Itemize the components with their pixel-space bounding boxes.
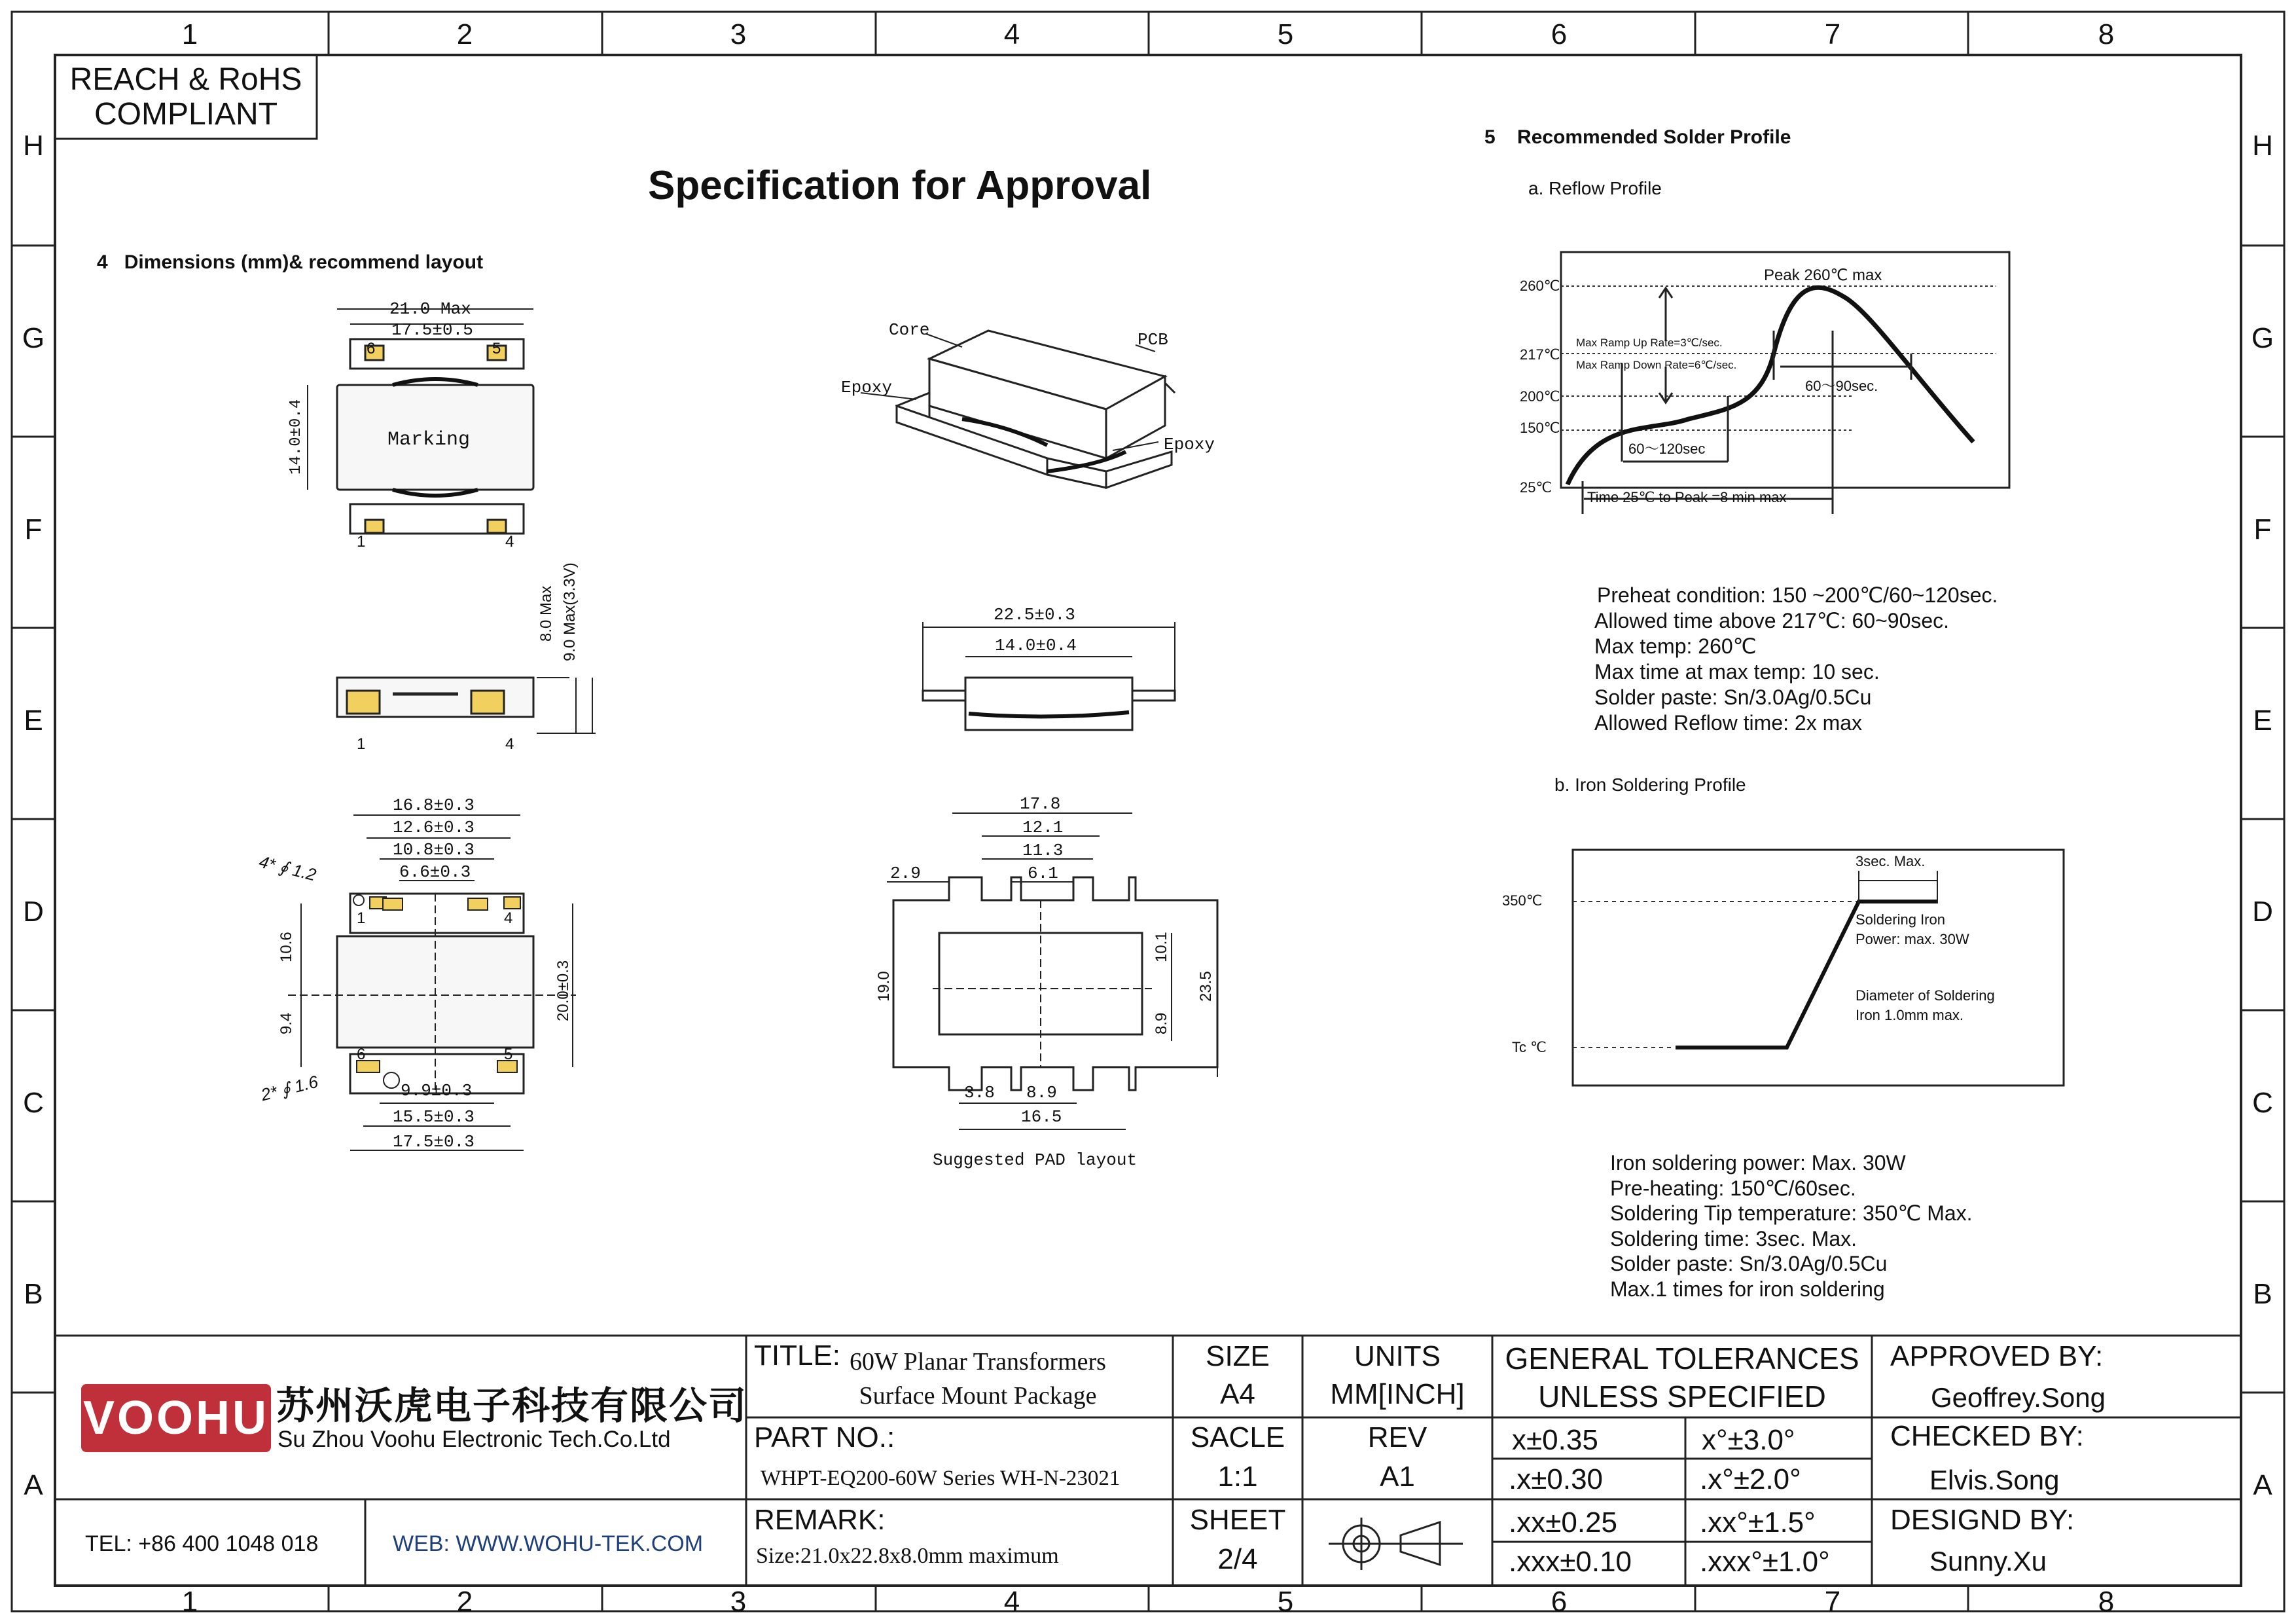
tolerance-linear: .xx±0.25: [1509, 1506, 1618, 1539]
note-line: Max.1 times for iron soldering: [1610, 1277, 1885, 1301]
note-line: Soldering Tip temperature: 350℃ Max.: [1610, 1201, 1973, 1225]
designed-label: DESIGND BY:: [1890, 1504, 2075, 1536]
company-name-cn: 苏州沃虎电子科技有限公司: [276, 1385, 748, 1427]
reflow-temp: 150℃: [1520, 420, 1560, 436]
dim-label: 10.6: [278, 932, 295, 962]
approved-value: Geoffrey.Song: [1931, 1382, 2106, 1413]
pin-label: 6: [357, 1046, 366, 1063]
tel-text: TEL: +86 400 1048 018: [85, 1531, 319, 1556]
note-line: Max temp: 260℃: [1594, 634, 1757, 658]
col-label: 2: [456, 1586, 473, 1618]
reflow-temp: 217℃: [1520, 346, 1560, 363]
web-text: WEB: WWW.WOHU-TEK.COM: [393, 1531, 704, 1556]
dim-label: 3.8: [964, 1083, 995, 1103]
units-label: UNITS: [1354, 1340, 1441, 1372]
title-label: TITLE:: [754, 1340, 841, 1372]
compliance-badge: REACH & RoHS COMPLIANT: [69, 62, 302, 132]
approved-label: APPROVED BY:: [1890, 1340, 2104, 1372]
reflow-ramp-up: Max Ramp Up Rate=3℃/sec.: [1576, 337, 1723, 349]
part-value: WHPT-EQ200-60W Series WH-N-23021: [761, 1467, 1121, 1490]
pin-label: 1: [357, 909, 366, 927]
col-label: 1: [181, 18, 198, 50]
iron-soldering-note: Soldering Iron Power: max. 30W: [1856, 911, 1969, 947]
iso-label-pcb: PCB: [1138, 330, 1168, 350]
iron-notes: [1610, 1150, 1973, 1302]
row-label: C: [23, 1087, 44, 1119]
dim-label: 19.0: [875, 971, 893, 1002]
row-label: C: [2252, 1087, 2273, 1119]
note-line: Solder paste: Sn/3.0Ag/0.5Cu: [1594, 685, 1872, 709]
scale-label: SACLE: [1190, 1421, 1285, 1453]
dim-label: 2.9: [890, 864, 921, 883]
tolerance-angular: .xx°±1.5°: [1700, 1506, 1816, 1539]
dim-label: 14.0±0.4: [287, 399, 305, 475]
tolerance-header: GENERAL TOLERANCES UNLESS SPECIFIED: [1505, 1341, 1859, 1413]
col-label: 1: [181, 1586, 198, 1618]
dim-label: 17.5±0.5: [391, 320, 473, 340]
pin-label: 4: [504, 909, 513, 927]
tolerance-linear: x±0.35: [1512, 1424, 1598, 1456]
col-label: 8: [2098, 18, 2115, 50]
col-label: 4: [1003, 1586, 1020, 1618]
tolerance-angular: .xxx°±1.0°: [1700, 1546, 1830, 1578]
row-label: H: [2252, 130, 2273, 162]
pin-label: 6: [367, 340, 376, 357]
pin-label: 5: [492, 340, 501, 357]
col-label: 3: [730, 18, 747, 50]
hole-callout: 4* ∮ 1.2: [257, 851, 319, 885]
col-label: 2: [456, 18, 473, 50]
reflow-time-to-peak: Time 25℃ to Peak =8 min max: [1587, 489, 1787, 505]
units-value: MM[INCH]: [1330, 1378, 1465, 1410]
row-label: D: [2252, 896, 2273, 928]
col-label: 7: [1824, 18, 1841, 50]
dim-label: 6.1: [1028, 864, 1058, 883]
rev-value: A1: [1380, 1461, 1415, 1493]
row-label: A: [2253, 1469, 2272, 1501]
dim-label: 23.5: [1197, 971, 1215, 1002]
reflow-temp: 260℃: [1520, 278, 1560, 294]
iron-subheading: b. Iron Soldering Profile: [1554, 775, 1746, 795]
row-label: B: [24, 1278, 43, 1310]
reflow-subheading: a. Reflow Profile: [1528, 178, 1662, 198]
hole-callout: 2* ∮ 1.6: [259, 1071, 320, 1105]
col-label: 7: [1824, 1586, 1841, 1618]
dim-label: 9.9±0.3: [401, 1081, 473, 1101]
part-label: PART NO.:: [754, 1421, 895, 1453]
dim-label: 8.9: [1153, 1012, 1170, 1034]
dim-label: 21.0 Max: [389, 299, 471, 319]
dim-label: 10.1: [1153, 932, 1170, 962]
pin-label: 5: [504, 1046, 513, 1063]
col-label: 6: [1551, 18, 1568, 50]
remark-value: Size:21.0x22.8x8.0mm maximum: [756, 1544, 1059, 1568]
dim-label: 11.3: [1022, 841, 1064, 860]
note-line: Solder paste: Sn/3.0Ag/0.5Cu: [1610, 1252, 1888, 1275]
size-label: SIZE: [1206, 1340, 1270, 1372]
iso-label-epoxy: Epoxy: [1164, 435, 1215, 454]
reflow-t60-120: 60～120sec: [1628, 441, 1706, 457]
reflow-peak: Peak 260℃ max: [1764, 266, 1882, 284]
dim-label: 15.5±0.3: [393, 1107, 475, 1127]
dim-label: 20.0±0.3: [554, 960, 572, 1021]
dim-label: 6.6±0.3: [399, 862, 471, 882]
pad-caption: Suggested PAD layout: [933, 1150, 1138, 1170]
note-line: Allowed time above 217℃: 60~90sec.: [1594, 609, 1950, 632]
tolerance-linear: .x±0.30: [1509, 1463, 1604, 1495]
col-label: 5: [1277, 18, 1294, 50]
row-label: F: [2253, 513, 2272, 545]
col-label: 6: [1551, 1586, 1568, 1618]
remark-label: REMARK:: [754, 1504, 886, 1536]
reflow-ramp-down: Max Ramp Down Rate=6℃/sec.: [1576, 359, 1737, 371]
row-label: A: [24, 1469, 43, 1501]
row-label: G: [22, 322, 45, 354]
dim-label: 17.5±0.3: [393, 1132, 475, 1152]
col-label: 5: [1277, 1586, 1294, 1618]
section5-heading: 5 Recommended Solder Profile: [1484, 126, 1791, 148]
dim-label: 16.8±0.3: [393, 795, 475, 815]
tolerance-angular: .x°±2.0°: [1700, 1463, 1801, 1495]
section4-heading: 4 Dimensions (mm)& recommend layout: [97, 251, 484, 273]
scale-value: 1:1: [1217, 1461, 1258, 1493]
dim-label: 16.5: [1021, 1107, 1062, 1127]
tolerance-angular: x°±3.0°: [1702, 1424, 1795, 1456]
col-label: 3: [730, 1586, 747, 1618]
note-line: Max time at max temp: 10 sec.: [1594, 660, 1880, 684]
sheet-label: SHEET: [1189, 1504, 1286, 1536]
dim-label: 8.0 Max: [537, 585, 555, 642]
dim-label: 10.8±0.3: [393, 840, 475, 860]
page-title: Specification for Approval: [648, 163, 1152, 208]
company-name-en: Su Zhou Voohu Electronic Tech.Co.Ltd: [278, 1427, 671, 1452]
dim-label: 12.6±0.3: [393, 818, 475, 837]
note-line: Soldering time: 3sec. Max.: [1610, 1226, 1857, 1250]
reflow-notes: [1594, 583, 1998, 736]
reflow-temp: 25℃: [1520, 479, 1552, 496]
row-label: F: [24, 513, 43, 545]
row-label: D: [23, 896, 44, 928]
note-line: Preheat condition: 150 ~200℃/60~120sec.: [1597, 583, 1998, 607]
designed-value: Sunny.Xu: [1929, 1546, 2047, 1577]
rev-label: REV: [1367, 1421, 1427, 1453]
checked-value: Elvis.Song: [1929, 1465, 2060, 1495]
pin-label: 4: [505, 533, 514, 551]
iron-three-sec: 3sec. Max.: [1856, 853, 1926, 869]
note-line: Pre-heating: 150℃/60sec.: [1610, 1176, 1856, 1200]
company-logo: VOOHU: [81, 1384, 271, 1452]
row-label: E: [24, 704, 43, 737]
reflow-t60-90: 60～90sec.: [1805, 378, 1878, 394]
dim-label: 12.1: [1022, 818, 1064, 837]
pin-label: 1: [357, 533, 366, 551]
sheet-value: 2/4: [1217, 1543, 1258, 1575]
tolerance-linear: .xxx±0.10: [1509, 1546, 1632, 1578]
note-line: Allowed Reflow time: 2x max: [1594, 711, 1863, 735]
col-label: 4: [1003, 18, 1020, 50]
iron-t350: 350℃: [1502, 892, 1543, 909]
row-label: G: [2251, 322, 2274, 354]
pin-label: 4: [505, 735, 514, 753]
iso-label-epoxy: Epoxy: [841, 378, 893, 397]
row-label: H: [23, 130, 44, 162]
reflow-temp: 200℃: [1520, 388, 1560, 405]
iso-label-core: Core: [889, 320, 930, 340]
dim-label: 17.8: [1020, 794, 1061, 814]
title-value: 60W Planar Transformers Surface Mount Package: [850, 1348, 1106, 1410]
checked-label: CHECKED BY:: [1890, 1420, 2084, 1452]
size-value: A4: [1220, 1378, 1255, 1410]
iron-diameter-note: Diameter of Soldering Iron 1.0mm max.: [1856, 987, 1995, 1023]
row-label: B: [2253, 1278, 2272, 1310]
dim-label: 14.0±0.4: [995, 636, 1077, 655]
note-line: Iron soldering power: Max. 30W: [1610, 1151, 1906, 1175]
dim-label: 22.5±0.3: [994, 605, 1075, 625]
pin-label: 1: [357, 735, 366, 753]
col-label: 8: [2098, 1586, 2115, 1618]
row-label: E: [2253, 704, 2272, 737]
iron-tc: Tc ℃: [1512, 1039, 1547, 1055]
marking-label: Marking: [387, 429, 471, 451]
dim-label: 9.4: [278, 1012, 295, 1034]
dim-label: 8.9: [1026, 1083, 1057, 1103]
dim-label: 9.0 Max(3.3V): [561, 562, 579, 661]
